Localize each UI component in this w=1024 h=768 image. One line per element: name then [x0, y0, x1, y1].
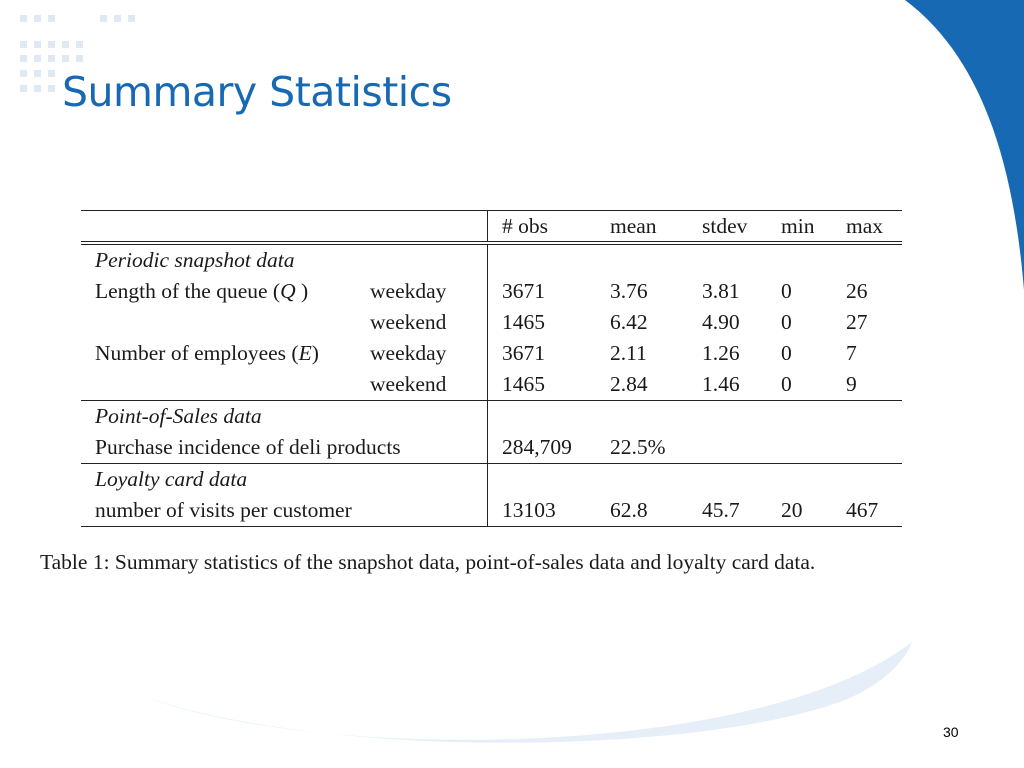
cell-stdev: 1.26	[702, 341, 740, 365]
slide-number: 30	[943, 724, 959, 740]
row-sublabel: weekday	[370, 279, 447, 303]
cell-obs: 1465	[488, 369, 611, 401]
cell-mean: 2.84	[610, 369, 702, 401]
row-label	[81, 307, 370, 338]
table-row	[81, 338, 902, 369]
cell-max: 467	[846, 495, 902, 527]
row-sublabel: weekend	[370, 369, 488, 401]
cell-min: 0	[781, 341, 792, 365]
cell-min: 0	[781, 369, 846, 401]
cell-stdev: 1.46	[702, 369, 781, 401]
table-row	[81, 276, 902, 307]
header-mean: mean	[610, 211, 702, 244]
cell-max	[846, 432, 902, 464]
cell-obs: 284,709	[488, 432, 611, 464]
header-max: max	[846, 211, 902, 244]
cell-min: 0	[781, 279, 792, 303]
cell-obs: 1465	[488, 307, 611, 338]
section-heading: Point-of-Sales data	[95, 404, 262, 428]
cell-stdev: 3.81	[702, 279, 740, 303]
row-label	[81, 369, 370, 401]
row-label: Length of the queue (Q )	[95, 279, 309, 303]
cell-stdev: 45.7	[702, 495, 781, 527]
section-heading: Periodic snapshot data	[95, 248, 295, 272]
header-obs: # obs	[488, 211, 611, 244]
summary-statistics-table	[81, 210, 902, 527]
row-sublabel: weekday	[370, 341, 447, 365]
header-min: min	[781, 211, 846, 244]
row-sublabel: weekend	[370, 310, 447, 334]
cell-obs: 13103	[488, 495, 611, 527]
table-header-row	[81, 211, 902, 244]
table-row	[81, 369, 902, 401]
cell-mean: 3.76	[610, 279, 648, 303]
cell-min: 0	[781, 310, 792, 334]
cell-obs: 3671	[488, 276, 611, 307]
cell-mean: 62.8	[610, 495, 702, 527]
section-heading-row	[81, 401, 902, 433]
table-caption: Table 1: Summary statistics of the snapshot data, point-of-sales data and loyalty card data.	[40, 550, 816, 574]
variable-symbol: E	[298, 341, 312, 365]
cell-mean: 2.11	[610, 341, 647, 365]
table-row	[81, 307, 902, 338]
row-label: number of visits per customer	[81, 495, 488, 527]
cell-max: 26	[846, 279, 868, 303]
row-label: Number of employees (E)	[95, 341, 319, 365]
table-row	[81, 432, 902, 464]
variable-symbol: Q	[280, 279, 296, 303]
cell-min: 20	[781, 495, 846, 527]
section-heading-row	[81, 243, 902, 276]
header-stdev: stdev	[702, 211, 781, 244]
cell-stdev	[702, 432, 781, 464]
cell-mean: 6.42	[610, 310, 648, 334]
header-cell	[81, 211, 370, 244]
cell-obs: 3671	[488, 338, 611, 369]
table-row	[81, 495, 902, 527]
cell-max: 27	[846, 310, 868, 334]
row-label: Purchase incidence of deli products	[81, 432, 488, 464]
cell-max: 9	[846, 369, 902, 401]
cell-max: 7	[846, 341, 857, 365]
cell-min	[781, 432, 846, 464]
bottom-arc-decoration	[145, 642, 912, 743]
section-heading-row	[81, 464, 902, 496]
corner-swoosh-decoration	[905, 0, 1024, 290]
section-heading: Loyalty card data	[95, 467, 248, 491]
slide-title: Summary Statistics	[62, 68, 452, 116]
cell-mean: 22.5%	[610, 432, 702, 464]
cell-stdev: 4.90	[702, 310, 740, 334]
header-cell	[370, 211, 488, 244]
